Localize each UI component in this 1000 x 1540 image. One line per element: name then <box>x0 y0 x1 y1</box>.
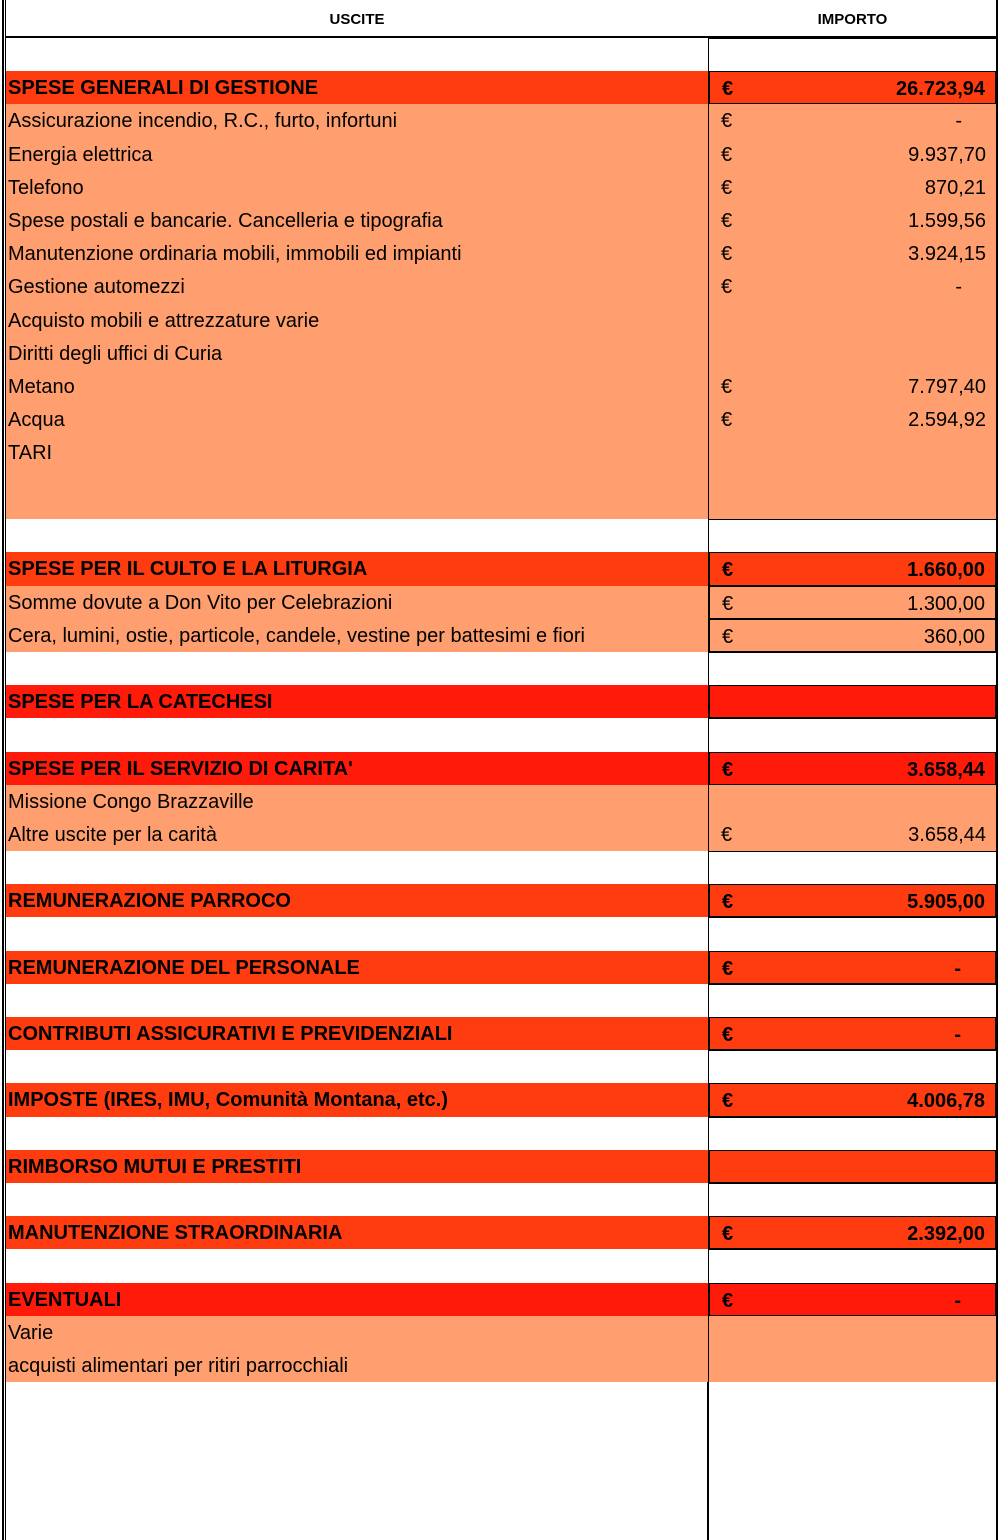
item-label: Cera, lumini, ostie, particole, candele, vestine per battesimi e fiori <box>8 624 585 647</box>
section-total: - <box>954 957 961 980</box>
euro-symbol: € <box>721 409 733 432</box>
table-row <box>6 370 996 403</box>
section-total: 5.905,00 <box>907 891 985 914</box>
section-total: 26.723,94 <box>896 78 985 101</box>
section-title: SPESE PER IL CULTO E LA LITURGIA <box>8 558 368 581</box>
item-label: Spese postali e bancarie. Cancelleria e tipografia <box>8 209 443 232</box>
euro-symbol: € <box>721 823 733 846</box>
right-border-line <box>996 0 998 1540</box>
item-label: TARI <box>8 442 53 465</box>
section-row-culto <box>6 552 996 585</box>
section-title: SPESE GENERALI DI GESTIONE <box>8 77 319 100</box>
item-label: Telefono <box>8 176 84 199</box>
euro-symbol: € <box>722 1223 734 1246</box>
table-row <box>6 586 996 619</box>
header-importo: IMPORTO <box>817 11 888 28</box>
table-row <box>6 818 996 851</box>
section-row-straordinaria <box>6 1216 996 1249</box>
item-amount: 3.658,44 <box>908 823 986 846</box>
item-label: acquisti alimentari per ritiri parrocchiali <box>8 1354 349 1377</box>
section-total: - <box>954 1024 961 1047</box>
section-total: - <box>954 1289 961 1312</box>
table-header <box>6 0 996 39</box>
euro-symbol: € <box>722 758 734 781</box>
blank-row <box>6 1249 996 1282</box>
euro-symbol: € <box>721 176 733 199</box>
section-row-eventuali <box>6 1283 996 1316</box>
blank-row <box>6 1050 996 1083</box>
table-row-empty <box>6 469 996 519</box>
item-amount: - <box>955 276 962 299</box>
section-row-mutui <box>6 1150 996 1183</box>
euro-symbol: € <box>722 559 734 582</box>
euro-symbol: € <box>721 110 733 133</box>
item-label: Acqua <box>8 409 65 432</box>
section-title: MANUTENZIONE STRAORDINARIA <box>8 1222 343 1245</box>
section-title: REMUNERAZIONE PARROCO <box>8 890 291 913</box>
blank-row <box>6 1117 996 1150</box>
blank-row <box>6 917 996 950</box>
section-row-generali <box>6 71 996 104</box>
item-label: Somme dovute a Don Vito per Celebrazioni <box>8 591 393 614</box>
item-amount: 1.300,00 <box>907 592 985 615</box>
euro-symbol: € <box>721 375 733 398</box>
section-row-imposte <box>6 1083 996 1116</box>
item-amount: 360,00 <box>923 625 985 648</box>
section-title: RIMBORSO MUTUI E PRESTITI <box>8 1155 302 1178</box>
left-border-line <box>2 0 4 1540</box>
item-amount: 1.599,56 <box>908 209 986 232</box>
blank-row <box>6 38 996 71</box>
table-row <box>6 171 996 204</box>
euro-symbol: € <box>722 592 734 615</box>
item-label: Manutenzione ordinaria mobili, immobili ed impianti <box>8 243 462 266</box>
section-title: EVENTUALI <box>8 1288 122 1311</box>
euro-symbol: € <box>722 1090 734 1113</box>
table-row <box>6 270 996 303</box>
header-uscite: USCITE <box>329 11 385 28</box>
table-row <box>6 237 996 270</box>
item-amount: 870,21 <box>924 176 986 199</box>
item-amount: 2.594,92 <box>908 409 986 432</box>
section-title: SPESE PER IL SERVIZIO DI CARITA' <box>8 757 353 780</box>
item-amount: - <box>955 110 962 133</box>
euro-symbol: € <box>722 625 734 648</box>
section-row-personale <box>6 951 996 984</box>
table-row <box>6 104 996 137</box>
blank-row <box>6 519 996 552</box>
euro-symbol: € <box>722 891 734 914</box>
blank-row <box>6 1183 996 1216</box>
section-title: CONTRIBUTI ASSICURATIVI E PREVIDENZIALI <box>8 1023 453 1046</box>
blank-row <box>6 652 996 685</box>
section-total: 2.392,00 <box>907 1223 985 1246</box>
euro-symbol: € <box>722 1289 734 1312</box>
euro-symbol: € <box>722 957 734 980</box>
item-label: Varie <box>8 1321 54 1344</box>
euro-symbol: € <box>722 78 734 101</box>
table-row <box>6 304 996 337</box>
table-row <box>6 1316 996 1349</box>
table-row <box>6 436 996 469</box>
section-row-parroco <box>6 884 996 917</box>
table-row <box>6 337 996 370</box>
blank-row <box>6 718 996 751</box>
item-amount: 7.797,40 <box>908 375 986 398</box>
item-label: Missione Congo Brazzaville <box>8 790 254 813</box>
blank-row <box>6 984 996 1017</box>
item-amount: 9.937,70 <box>908 143 986 166</box>
table-row <box>6 785 996 818</box>
item-label: Assicurazione incendio, R.C., furto, infortuni <box>8 110 398 133</box>
table-row <box>6 1349 996 1382</box>
item-label: Acquisto mobili e attrezzature varie <box>8 309 320 332</box>
section-row-catechesi <box>6 685 996 718</box>
item-label: Gestione automezzi <box>8 276 185 299</box>
section-row-carita <box>6 752 996 785</box>
section-title: SPESE PER LA CATECHESI <box>8 691 273 714</box>
section-total: 3.658,44 <box>907 758 985 781</box>
euro-symbol: € <box>721 276 733 299</box>
item-label: Energia elettrica <box>8 143 153 166</box>
section-title: REMUNERAZIONE DEL PERSONALE <box>8 956 360 979</box>
euro-symbol: € <box>721 209 733 232</box>
table-row <box>6 138 996 171</box>
item-amount: 3.924,15 <box>908 243 986 266</box>
item-label: Metano <box>8 375 75 398</box>
euro-symbol: € <box>721 243 733 266</box>
blank-row <box>6 851 996 884</box>
section-total: 1.660,00 <box>907 559 985 582</box>
section-title: IMPOSTE (IRES, IMU, Comunità Montana, etc.) <box>8 1089 449 1112</box>
expense-table <box>6 38 996 1382</box>
section-row-contributi <box>6 1017 996 1050</box>
euro-symbol: € <box>722 1024 734 1047</box>
item-label: Diritti degli uffici di Curia <box>8 342 223 365</box>
table-row <box>6 403 996 436</box>
item-label: Altre uscite per la carità <box>8 823 217 846</box>
table-row <box>6 204 996 237</box>
section-total: 4.006,78 <box>907 1090 985 1113</box>
table-row <box>6 619 996 652</box>
euro-symbol: € <box>721 143 733 166</box>
